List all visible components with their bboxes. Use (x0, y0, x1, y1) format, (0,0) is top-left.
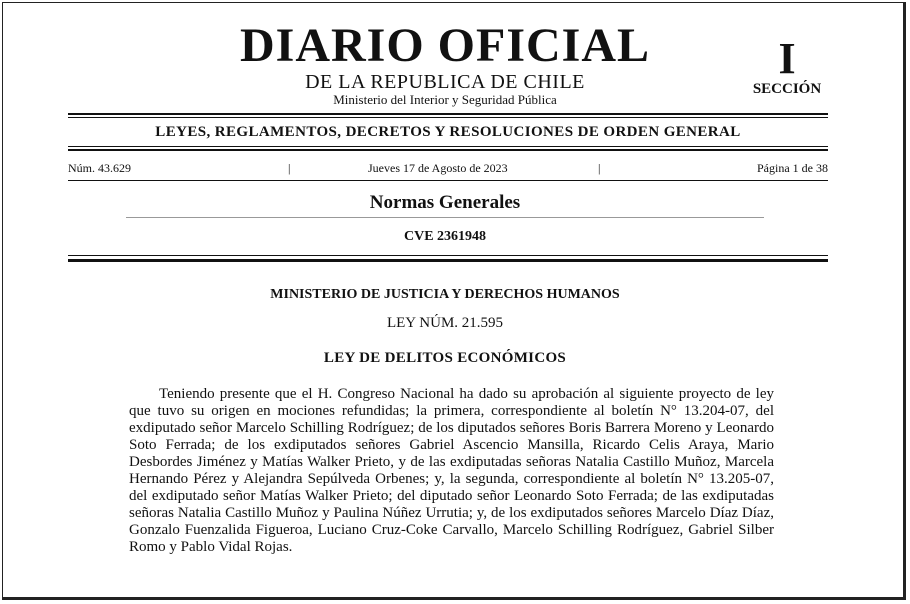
cve-code: CVE 2361948 (403, 229, 487, 244)
section-heading: Normas Generales (369, 192, 521, 213)
masthead-subtitle: DE LA REPUBLICA DE CHILE (305, 71, 585, 93)
banner-bottom-rule-thin (68, 146, 828, 147)
meta-rule (68, 180, 828, 181)
issue-meta-row (68, 160, 828, 176)
masthead-ministry: Ministerio del Interior y Seguridad Pública (333, 92, 557, 107)
section-numeral: I (778, 34, 796, 83)
law-number: LEY NÚM. 21.595 (386, 315, 504, 331)
issuing-ministry: MINISTERIO DE JUSTICIA Y DERECHOS HUMANOS (270, 287, 620, 302)
section-label: SECCIÓN (752, 81, 822, 97)
masthead-title: DIARIO OFICIAL (239, 19, 651, 72)
law-title: LEY DE DELITOS ECONÓMICOS (323, 350, 567, 366)
section-banner: LEYES, REGLAMENTOS, DECRETOS Y RESOLUCIONES DE ORDEN GENERAL (155, 124, 741, 140)
heading-rule (126, 217, 764, 218)
header-end-rule-thin (68, 255, 828, 256)
page-indicator: Página 1 de 38 (757, 161, 828, 175)
header-end-rule-thick (68, 259, 828, 262)
meta-separator: | (288, 161, 291, 175)
banner-top-rule-thick (68, 113, 828, 115)
issue-date: Jueves 17 de Agosto de 2023 (368, 161, 508, 175)
meta-separator: | (598, 161, 601, 175)
issue-number: Núm. 43.629 (68, 161, 131, 175)
preamble-paragraph: Teniendo presente que el H. Congreso Nacional ha dado su aprobación al siguiente proyecto de ley que tuvo su origen en mociones refundidas; la primera, correspondiente al boletín N° 13.204-07, del exdiputado señor Marcelo Schilling Rodríguez; de los diputados señores Boris Barrera Moreno y Leonardo Soto Ferrada; de los exdiputados señores Gabriel Ascencio Mansilla, Ricardo Celis Araya, Mario Desbordes Jiménez y Matías Walker Prieto, y de las exdiputadas señoras Natalia Castillo Muñoz, Marcela Hernando Pérez y Alejandra Sepúlveda Orbenes; y, la segunda, correspondiente al boletín N° 13.205-07, del exdiputado señor Matías Walker Prieto; del diputado señor Leonardo Soto Ferrada; de las exdiputadas señoras Natalia Castillo Muñoz y Paulina Núñez Urrutia; y, de los exdiputados señores Marcelo Díaz Díaz, Gonzalo Fuenzalida Figueroa, Luciano Cruz-Coke Carvallo, Marcelo Schilling Rodríguez, Gabriel Silber Romo y Pablo Vidal Rojas. (129, 386, 774, 555)
banner-bottom-rule-thick (68, 149, 828, 151)
banner-top-rule-thin (68, 117, 828, 118)
